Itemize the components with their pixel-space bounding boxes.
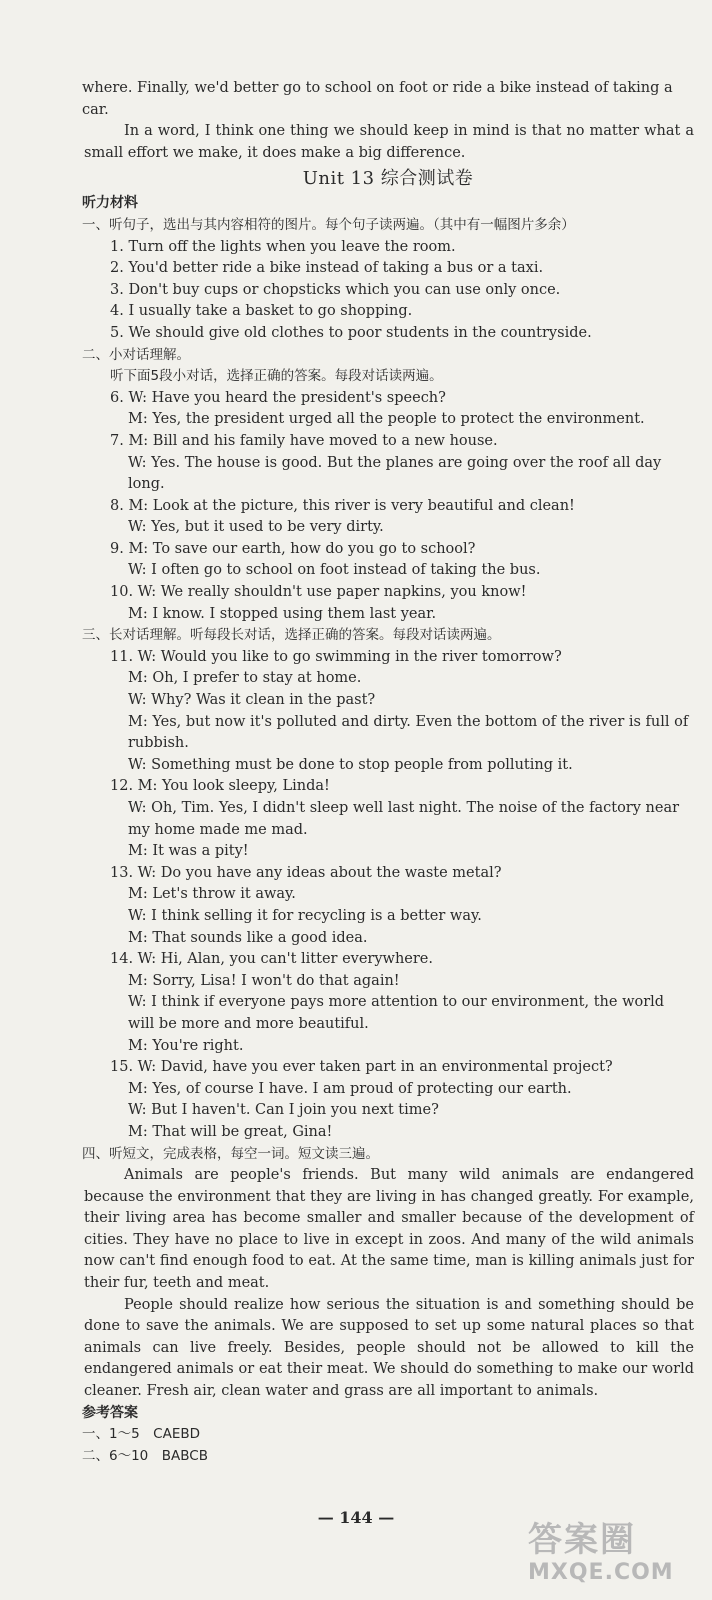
page-number: — 144 —	[317, 1508, 395, 1527]
section3-title: 三、长对话理解。听每段长对话，选择正确的答案。每段对话读两遍。	[82, 627, 501, 644]
s3-line: W: I think selling it for recycling is a better way.	[128, 907, 482, 924]
s1-item: 3. Don't buy cups or chopsticks which you can use only once.	[110, 281, 561, 298]
s2-line: 10. W: We really shouldn't use paper napkins, you know!	[110, 584, 527, 601]
s3-line: M: You're right.	[128, 1037, 244, 1054]
s2-line: 8. M: Look at the picture, this river is very beautiful and clean!	[110, 497, 575, 514]
s3-line: M: Let's throw it away.	[128, 886, 296, 903]
s2-line: 7. M: Bill and his family have moved to a new house.	[110, 432, 498, 449]
s2-line: W: Yes. The house is good. But the planes are going over the roof all day long.	[128, 454, 662, 493]
s3-line: 12. M: You look sleepy, Linda!	[110, 778, 330, 795]
s3-line: W: But I haven't. Can I join you next time?	[128, 1102, 439, 1119]
intro-line-1: where. Finally, we'd better go to school on foot or ride a bike instead of taking a car.	[82, 80, 673, 118]
s3-line: 13. W: Do you have any ideas about the waste metal?	[110, 864, 502, 881]
section2-title: 二、小对话理解。	[82, 346, 190, 363]
s3-line: M: Sorry, Lisa! I won't do that again!	[128, 972, 400, 989]
s3-line: M: Oh, I prefer to stay at home.	[128, 670, 362, 687]
unit-title: Unit 13 综合测试卷	[302, 168, 474, 190]
watermark-logo	[528, 1520, 698, 1590]
answers-header: 参考答案	[82, 1404, 138, 1421]
s3-line: M: Yes, of course I have. I am proud of protecting our earth.	[128, 1080, 572, 1097]
s2-line: M: I know. I stopped using them last year.	[128, 605, 437, 622]
s2-line: M: Yes, the president urged all the people to protect the environment.	[128, 411, 645, 428]
s3-line: 11. W: Would you like to go swimming in the river tomorrow?	[110, 648, 562, 665]
listening-header: 听力材料	[82, 195, 138, 212]
answer-line: 一、1～5 CAEBD	[82, 1426, 201, 1443]
s3-line: M: Yes, but now it's polluted and dirty. Even the bottom of the river is full of rubbish.	[128, 713, 689, 752]
intro-line-2: In a word, I think one thing we should keep in mind is that no matter what a small effort we make, it does make a big difference.	[84, 123, 694, 161]
watermark-top: 答案圈	[528, 1520, 636, 1560]
s3-line: W: Oh, Tim. Yes, I didn't sleep well last night. The noise of the factory near my home made me mad.	[128, 800, 680, 838]
section2-instruction: 听下面5段小对话，选择正确的答案。每段对话读两遍。	[110, 368, 443, 385]
s3-line: W: Something must be done to stop people from polluting it.	[128, 756, 573, 773]
s3-line: 15. W: David, have you ever taken part in an environmental project?	[110, 1059, 613, 1076]
s3-line: W: I think if everyone pays more attention to our environment, the world will be more and more beautiful.	[128, 994, 665, 1032]
s4-paragraph: Animals are people's friends. But many wild animals are endangered because the environment that they are living in has changed greatly. For example, their living area has become smaller and smaller because of the development of cities. They have no place to live in except in zoos. And many of the wild animals now can't find enough food to eat. At the same time, man is killing animals just for their fur, teeth and meat.	[84, 1167, 694, 1292]
s2-line: 9. M: To save our earth, how do you go to school?	[110, 540, 476, 557]
s3-line: M: That will be great, Gina!	[128, 1123, 333, 1140]
s1-item: 1. Turn off the lights when you leave the room.	[110, 238, 456, 255]
section4-title: 四、听短文，完成表格，每空一词。短文读三遍。	[82, 1145, 379, 1162]
s3-line: 14. W: Hi, Alan, you can't litter everywhere.	[110, 951, 433, 968]
s3-line: M: It was a pity!	[128, 843, 249, 860]
s1-item: 5. We should give old clothes to poor students in the countryside.	[110, 324, 592, 341]
s2-line: W: Yes, but it used to be very dirty.	[128, 519, 384, 536]
s3-line: W: Why? Was it clean in the past?	[128, 692, 376, 709]
answer-line: 二、6～10 BABCB	[82, 1447, 208, 1464]
s1-item: 4. I usually take a basket to go shopping.	[110, 303, 413, 320]
document-page	[82, 78, 694, 1467]
s1-item: 2. You'd better ride a bike instead of taking a bus or a taxi.	[110, 260, 544, 277]
s2-line: 6. W: Have you heard the president's speech?	[110, 389, 446, 406]
watermark-bottom: MXQE.COM	[528, 1560, 674, 1585]
s4-paragraph: People should realize how serious the situation is and something should be done to save the animals. We are supposed to set up some natural places so that animals can live freely. Besides, people should not be allowed to kill the endangered animals or eat their meat. We should do something to make our world cleaner. Fresh air, clean water and grass are all important to animals.	[84, 1296, 694, 1400]
s3-line: M: That sounds like a good idea.	[128, 929, 368, 946]
section1-title: 一、听句子，选出与其内容相符的图片。每个句子读两遍。（其中有一幅图片多余）	[82, 216, 575, 233]
s2-line: W: I often go to school on foot instead of taking the bus.	[128, 562, 541, 579]
